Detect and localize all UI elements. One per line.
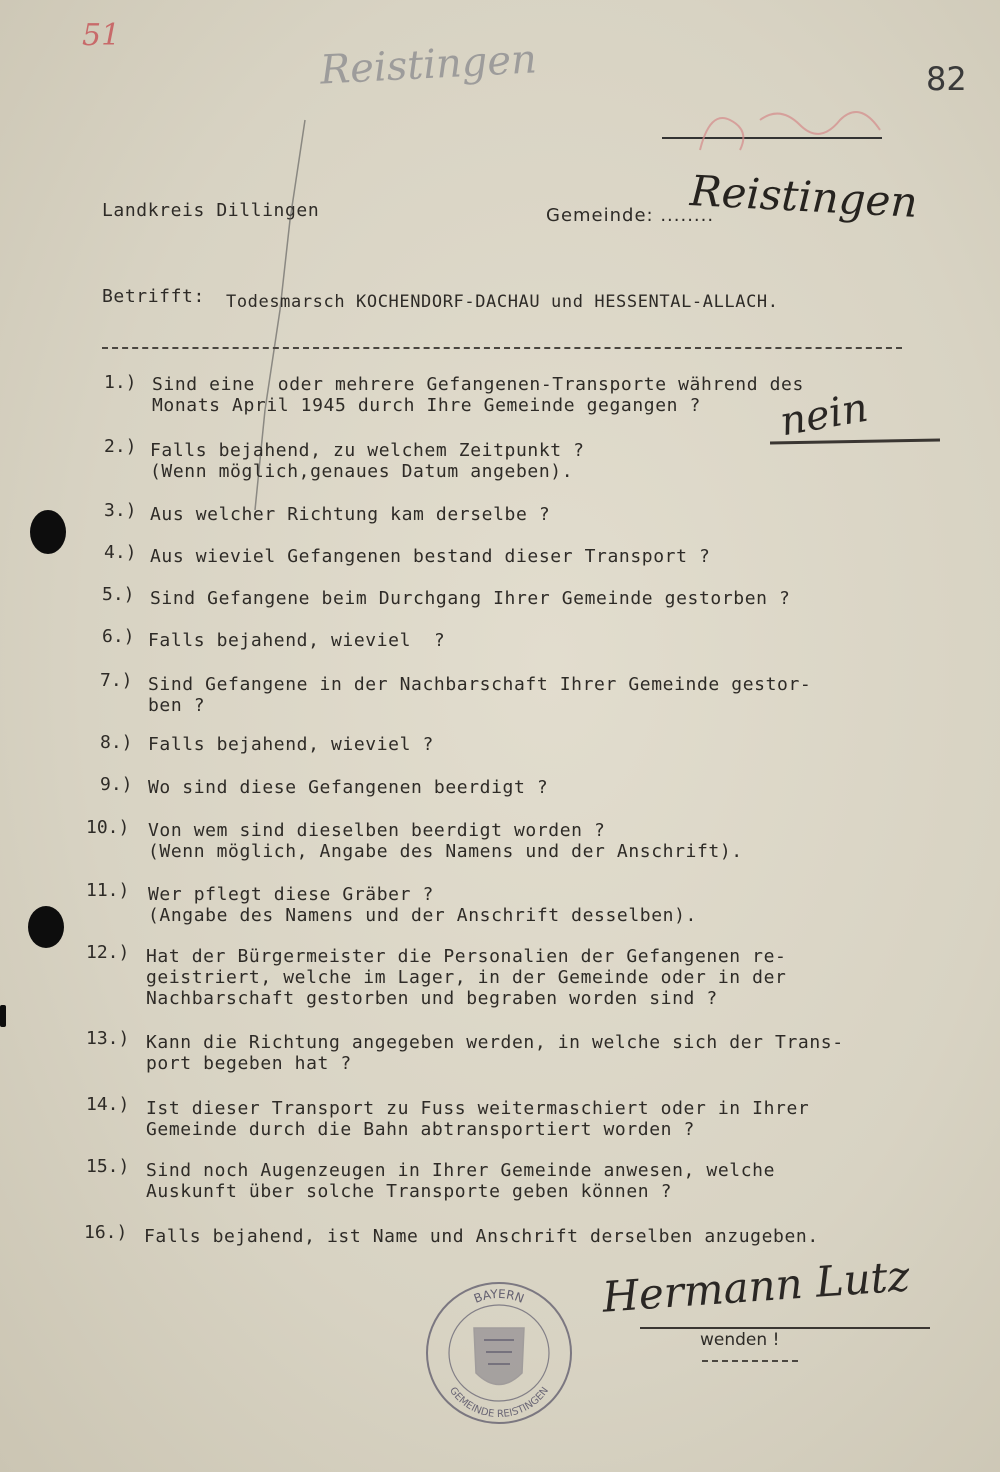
gemeinde-label: Gemeinde: ........ — [546, 205, 715, 226]
landkreis-label: Landkreis Dillingen — [102, 200, 320, 221]
punch-hole — [28, 906, 64, 948]
question-number: 10.) — [86, 817, 130, 838]
svg-text:BAYERN — [472, 1287, 526, 1306]
handwritten-answer: nein — [776, 384, 872, 446]
question-number: 14.) — [86, 1094, 130, 1115]
question-text: Sind Gefangene in der Nachbarschaft Ihrer Gemeinde gestor- ben ? — [148, 674, 812, 716]
archive-number: 51 — [82, 18, 121, 53]
gemeinde-value: Reistingen — [688, 166, 919, 227]
question-number: 6.) — [102, 626, 135, 647]
seal-top-text: BAYERN — [471, 1286, 527, 1306]
red-pencil-mark — [690, 100, 890, 160]
question-text: Sind Gefangene beim Durchgang Ihrer Gemeinde gestorben ? — [150, 588, 791, 609]
question-text: Falls bejahend, zu welchem Zeitpunkt ? (Wenn möglich,genaues Datum angeben). — [150, 440, 585, 482]
seal-bottom-text: GEMEINDE REISTINGEN — [446, 1385, 552, 1421]
place-note-pencil: Reistingen — [318, 36, 538, 94]
question-number: 9.) — [100, 774, 133, 795]
question-number: 1.) — [104, 372, 137, 393]
question-number: 2.) — [104, 436, 137, 457]
signature: Hermann Lutz — [600, 1251, 912, 1322]
question-text: Ist dieser Transport zu Fuss weitermaschiert oder in Ihrer Gemeinde durch die Bahn abtransportiert worden ? — [146, 1098, 810, 1140]
wenden-label: wenden ! — [700, 1330, 780, 1350]
question-text: Falls bejahend, wieviel ? — [148, 734, 434, 755]
question-text: Wer pflegt diese Gräber ? (Angabe des Namens und der Anschrift desselben). — [148, 884, 697, 926]
question-text: Aus welcher Richtung kam derselbe ? — [150, 504, 551, 525]
subject-text: Todesmarsch KOCHENDORF-DACHAU und HESSENTAL-ALLACH. — [226, 292, 779, 312]
question-number: 3.) — [104, 500, 137, 521]
question-text: Hat der Bürgermeister die Personalien der Gefangenen re- geistriert, welche im Lager, in der Gemeinde oder in der Nachbarschaft gestorben und begraben worden sind ? — [146, 946, 787, 1009]
page-number: 82 — [926, 60, 967, 98]
question-text: Kann die Richtung angegeben werden, in welche sich der Trans- port begeben hat ? — [146, 1032, 844, 1074]
svg-text:GEMEINDE REISTINGEN — [447, 1385, 551, 1420]
subject-label: Betrifft: — [102, 286, 205, 307]
question-text: Falls bejahend, ist Name und Anschrift derselben anzugeben. — [144, 1226, 819, 1247]
question-number: 8.) — [100, 732, 133, 753]
question-number: 7.) — [100, 670, 133, 691]
question-number: 5.) — [102, 584, 135, 605]
question-number: 15.) — [86, 1156, 130, 1177]
question-text: Von wem sind dieselben beerdigt worden ? (Wenn möglich, Angabe des Namens und der Anschrift). — [148, 820, 743, 862]
subject-divider — [102, 347, 902, 349]
edge-mark — [0, 1005, 6, 1027]
wenden-underline — [702, 1360, 798, 1362]
question-number: 12.) — [86, 942, 130, 963]
signature-underline — [640, 1327, 930, 1329]
punch-hole — [30, 510, 66, 554]
question-number: 11.) — [86, 880, 130, 901]
question-text: Sind eine oder mehrere Gefangenen-Transporte während des Monats April 1945 durch Ihre Gemeinde gegangen ? — [152, 374, 804, 416]
question-text: Wo sind diese Gefangenen beerdigt ? — [148, 777, 549, 798]
municipal-seal — [422, 1278, 576, 1428]
question-number: 16.) — [84, 1222, 128, 1243]
question-text: Sind noch Augenzeugen in Ihrer Gemeinde anwesen, welche Auskunft über solche Transporte geben können ? — [146, 1160, 776, 1202]
question-number: 13.) — [86, 1028, 130, 1049]
pencil-stroke — [230, 110, 320, 550]
question-text: Falls bejahend, wieviel ? — [148, 630, 446, 651]
question-number: 4.) — [104, 542, 137, 563]
question-text: Aus wieviel Gefangenen bestand dieser Transport ? — [150, 546, 711, 567]
